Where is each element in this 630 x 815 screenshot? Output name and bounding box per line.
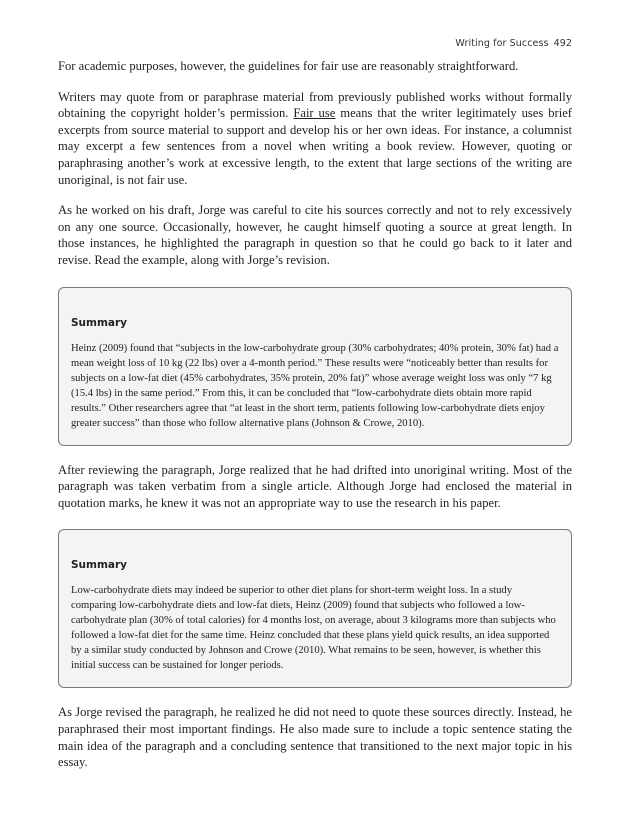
- page-number: 492: [553, 38, 572, 49]
- fair-use-term: Fair use: [293, 106, 336, 121]
- book-title: Writing for Success: [455, 38, 549, 49]
- paragraph-jorge-draft: As he worked on his draft, Jorge was careful to cite his sources correctly and not to rely excessively on any one source. Occasionally, however, he caught himself quoting a source at great length. In those instances, he highlighted the paragraph in question so that he could go back to it later and revise. Read the example, along with Jorge’s revision.: [58, 203, 572, 267]
- page-content: [58, 58, 572, 771]
- paragraph-intro: For academic purposes, however, the guidelines for fair use are reasonably straightforward.: [58, 59, 519, 73]
- running-header: [455, 38, 572, 49]
- summary-box-original: [58, 287, 572, 446]
- paragraph-fair-use-start: Writers may quote from or paraphrase material from previously published works without formally obtaining the copyright holder’s permission.: [58, 89, 572, 121]
- paragraph-fair-use-end: means that the writer legitimately uses brief excerpts from source material to support and develop his or her own ideas. For instance, a columnist may excerpt a few sentences from a novel when writing a book review. However, quoting or paraphrasing another’s work at excessive length, to the extent that large sections of the writing are unoriginal, is not fair use.: [58, 106, 572, 187]
- summary-title: Summary: [71, 559, 128, 572]
- summary-title: Summary: [71, 316, 128, 329]
- paragraph-jorge-review: After reviewing the paragraph, Jorge realized that he had drifted into unoriginal writing. Most of the paragraph was taken verbatim from a single article. Although Jorge had enclosed the material in quotation marks, he knew it was not an appropriate way to use the research in his paper.: [58, 462, 572, 510]
- summary-box-revised: [58, 529, 572, 688]
- summary-text: Heinz (2009) found that “subjects in the low-carbohydrate group (30% carbohydrates; 40% protein, 30% fat) had a mean weight loss of 10 kg (22 lbs) over a 4-month period.” These results were “noticeably better than results for subjects on a low-fat diet (45% carbohydrates, 35% protein, 20% fat)” whose average weight loss was only “7 kg (15.4 lbs) in the same period.” From this, it can be concluded that “low-carbohydrate diets obtain more rapid results.” Other researchers agree that “at least in the short term, patients following low-carbohydrate diets enjoy greater success” than those who follow alternative plans (Johnson & Crowe, 2010).: [71, 342, 559, 429]
- paragraph-jorge-revision: As Jorge revised the paragraph, he realized he did not need to quote these sources directly. Instead, he paraphrased their most important findings. He also made sure to include a topic sentence stating the main idea of the paragraph and a concluding sentence that transitioned to the next major topic in his essay.: [58, 705, 572, 770]
- paragraph-fair-use: [58, 89, 572, 189]
- summary-text: Low-carbohydrate diets may indeed be superior to other diet plans for short-term weight loss. In a study comparing low-carbohydrate diets and low-fat diets, Heinz (2009) found that subjects who followed a low-carbohydrate plan (30% of total calories) for 4 months lost, on average, about 3 kilograms more than subjects who followed a low-fat diet for the same time. Heinz concluded that these plans yield quick results, an idea supported by a similar study conducted by Johnson and Crowe (2010). What remains to be seen, however, is whether this initial success can be sustained for longer periods.: [71, 585, 556, 672]
